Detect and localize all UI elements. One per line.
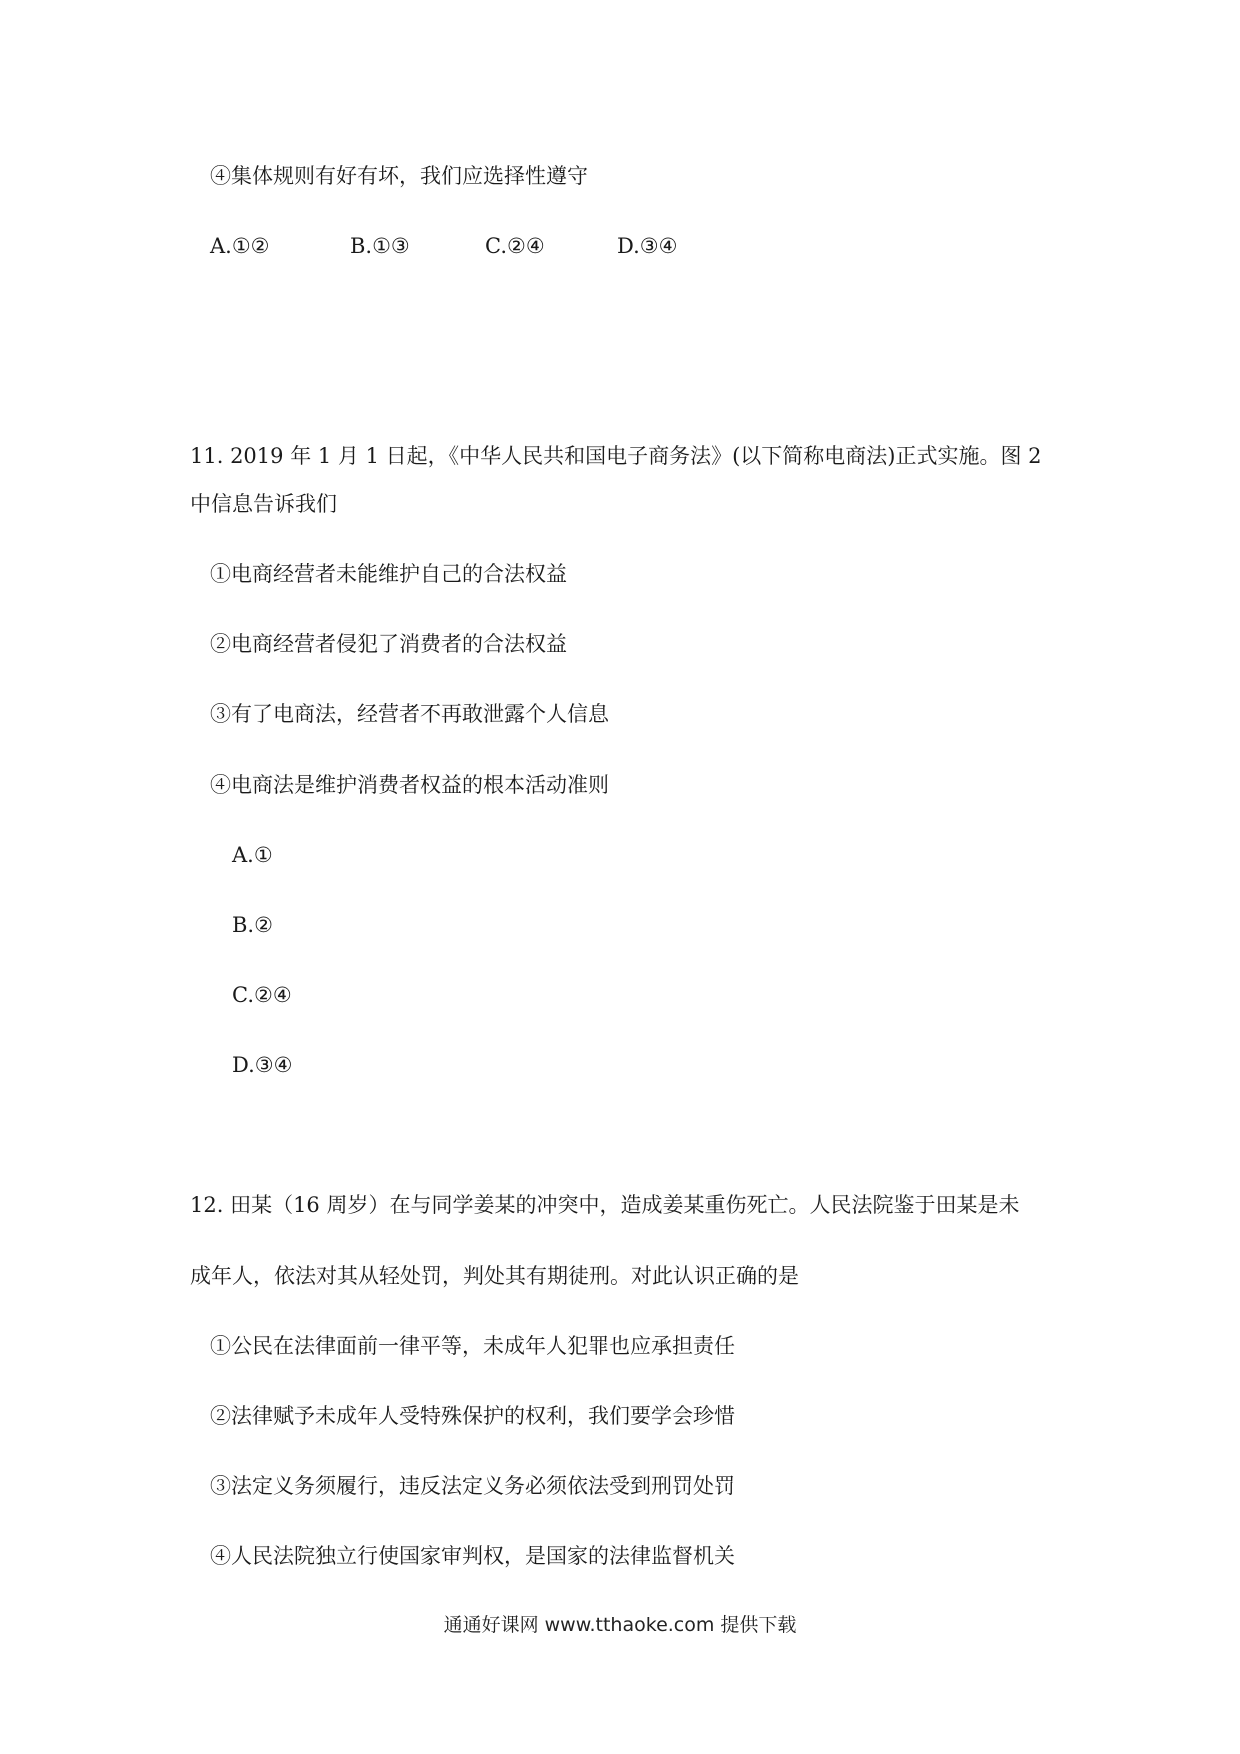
- q12-option-4: ④人民法院独立行使国家审判权，是国家的法律监督机关: [210, 1544, 735, 1568]
- q11-stem-line-1: 11. 2019 年 1 月 1 日起，《中华人民共和国电子商务法》(以下简称电商法)正式实施。图 2: [190, 444, 1042, 468]
- q11-choice-d: D.③④: [232, 1053, 293, 1077]
- q10-choice-a: A.①②: [210, 234, 270, 258]
- q12-option-2: ②法律赋予未成年人受特殊保护的权利，我们要学会珍惜: [210, 1404, 735, 1428]
- q11-option-2: ②电商经营者侵犯了消费者的合法权益: [210, 632, 567, 656]
- q10-option-4: ④集体规则有好有坏，我们应选择性遵守: [210, 164, 588, 188]
- q10-choice-c: C.②④: [485, 234, 545, 258]
- q11-option-3: ③有了电商法，经营者不再敢泄露个人信息: [210, 702, 609, 726]
- q12-stem-line-2: 成年人，依法对其从轻处罚，判处其有期徒刑。对此认识正确的是: [190, 1264, 799, 1288]
- q10-choice-b: B.①③: [350, 234, 410, 258]
- q11-choice-a: A.①: [232, 843, 273, 867]
- q12-option-1: ①公民在法律面前一律平等，未成年人犯罪也应承担责任: [210, 1334, 735, 1358]
- page-footer: 通通好课网 www.tthaoke.com 提供下载: [443, 1614, 797, 1636]
- q11-choice-c: C.②④: [232, 983, 292, 1007]
- q11-option-4: ④电商法是维护消费者权益的根本活动准则: [210, 773, 609, 797]
- q11-option-1: ①电商经营者未能维护自己的合法权益: [210, 562, 567, 586]
- q11-stem-line-2: 中信息告诉我们: [190, 492, 337, 516]
- q11-choice-b: B.②: [232, 913, 273, 937]
- q10-choice-d: D.③④: [617, 234, 678, 258]
- q12-stem-line-1: 12. 田某（16 周岁）在与同学姜某的冲突中，造成姜某重伤死亡。人民法院鉴于田某是未: [190, 1193, 1020, 1217]
- q12-option-3: ③法定义务须履行，违反法定义务必须依法受到刑罚处罚: [210, 1474, 735, 1498]
